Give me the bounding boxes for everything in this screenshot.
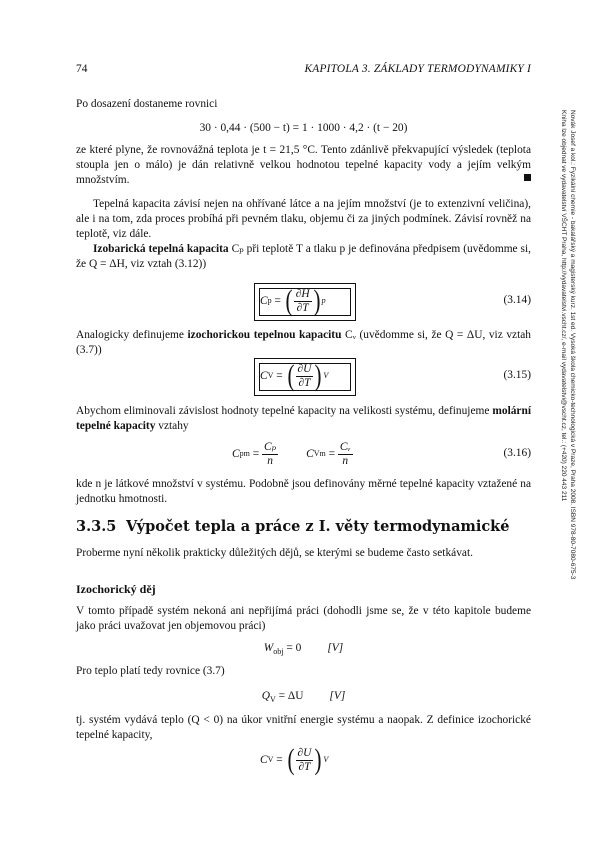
isobaric-rest: Cₚ při teplotě T a tlaku p je definována předpisem (uvědomme si, že Q = ΔH, viz vztah (3.12)) — [76, 243, 531, 270]
intro-text: Po dosazení dostaneme rovnici — [76, 98, 218, 110]
eq316-num1: Cₚ — [263, 440, 277, 453]
eq316-number: (3.16) — [503, 447, 531, 459]
isochoric-term: izochorickou tepelnou kapacitu — [187, 329, 342, 341]
heat-paragraph: Pro teplo platí tedy rovnice (3.7) — [76, 665, 225, 677]
wobj-lhs: W — [263, 642, 274, 654]
isochoric-pre: Analogicky definujeme — [76, 329, 188, 341]
section-intro: Proberme nyní několik prakticky důležitých dějů, se kterými se budeme často setkávat. — [76, 547, 473, 559]
qv-condition: [V] — [329, 690, 346, 702]
molar-term: molární tepelné kapacity — [76, 405, 531, 432]
eq316-den2: n — [338, 454, 353, 468]
qv-rhs: = ΔU — [275, 690, 304, 702]
wobj-condition: [V] — [327, 642, 344, 654]
eq314-numerator: ∂H — [295, 287, 310, 300]
subsection-heading: Izochorický děj — [76, 582, 156, 596]
equation-wobj — [76, 641, 531, 661]
after-316-paragraph: kde n je látkové množství v systému. Podobně jsou definovány měrné tepelné kapacity vztažené na jednotku hmotnosti. — [76, 478, 531, 505]
eqlast-numerator: ∂U — [297, 746, 312, 759]
equation-3-16: C pm = $\frac{\text{Cₚ}}{n}$ C Vm = $\frac{\text{Cᵥ}}{n}$ (3.16) — [232, 440, 531, 467]
section-title: Výpočet tepla a práce z I. věty termodynamické — [126, 518, 510, 535]
isobaric-term: Izobarická tepelná kapacita — [93, 243, 229, 255]
eq316-num2: Cᵥ — [339, 440, 351, 453]
eq315-lhs: C — [260, 369, 268, 382]
eq314-lhs: C — [260, 294, 268, 307]
end-of-example-mark — [524, 174, 531, 181]
equation-3-14: C p = ( $\frac{\partial H}{\partial T}$ ) p (3.14) — [260, 284, 531, 317]
eqlast-lhs: C — [260, 753, 268, 766]
isochoric-rest: Cᵥ (uvědomme si, že Q = ΔU, viz vztah (3.7)) — [76, 329, 531, 356]
equation-3-15: C V = ( $\frac{\partial U}{\partial T}$ ) V (3.15) — [260, 359, 531, 392]
final-paragraph: tj. systém vydává teplo (Q < 0) na úkor vnitřní energie systému a naopak. Z definice izochorické tepelné kapacity, — [76, 714, 531, 741]
isochoric-process-paragraph: V tomto případě systém nekoná ani nepřijímá práci (dohodli jsme se, že v této kapitole budeme jako práci uvažovat jen objemovou práci) — [76, 605, 531, 632]
wobj-sub: obj — [273, 647, 284, 656]
eq315-denominator: ∂T — [296, 376, 314, 390]
eqlast-denominator: ∂T — [296, 760, 314, 774]
page-header — [76, 62, 531, 78]
side-note-line-2: Kniha lze objednat ve vydavatelství VŠCHT Praha, http://vydavatelstvi.vscht.cz/, e-mail vydavatelstvi@vscht.cz, tel.: (+420) 220 443 211 — [560, 110, 567, 502]
qv-sub: V — [269, 695, 276, 704]
eq314-denominator: ∂T — [294, 301, 312, 315]
eq315-numerator: ∂U — [297, 362, 312, 375]
side-publication-note — [559, 110, 577, 579]
qv-lhs: Q — [261, 690, 270, 702]
wobj-rhs: = 0 — [283, 642, 302, 654]
result-text: ze které plyne, že rovnovážná teplota je t = 21,5 °C. Tento zdánlivě překvapující výsledek (teplota stoupla jen o málo) je dán relativně velkou hodnotou tepelné kapacity vody a jejím velkým množstvím. — [76, 144, 531, 186]
eq314-number: (3.14) — [503, 294, 531, 306]
equation-main-text: 30 · 0,44 · (500 − t) = 1 · 1000 · 4,2 · (t − 20) — [199, 122, 408, 134]
isochoric-paragraph — [76, 328, 531, 358]
eq315-number: (3.15) — [503, 369, 531, 381]
molar-pre: Abychom eliminovali závislost hodnoty tepelné kapacity na velikosti systému, definujeme — [76, 405, 493, 417]
side-note-line-1: Novák Josef a kol.: Fyzikální chemie - bakalářský a magisterský kurz. 1st ed. Vysoká škola chemicko-technologická v Praze, Praha 2008. ISBN 978-80-7080-675-3 — [569, 110, 576, 580]
isobaric-paragraph — [76, 242, 531, 272]
section-heading — [76, 519, 509, 534]
result-paragraph — [76, 143, 531, 188]
eq316-den1: n — [262, 454, 278, 468]
eq316-lhs2: C — [306, 447, 314, 460]
eq316-lhs1: C — [232, 447, 240, 460]
page-number: 74 — [76, 63, 88, 75]
equation-last: C V = ( $\frac{\partial U}{\partial T}$ ) V — [260, 743, 329, 776]
equation-main — [76, 121, 531, 141]
section-number: 3.3.5 — [76, 518, 117, 535]
molar-rest: vztahy — [155, 420, 189, 432]
molar-paragraph — [76, 404, 531, 434]
equation-qv — [76, 689, 531, 709]
heat-capacity-paragraph: Tepelná kapacita závisí nejen na ohřívané látce a na jejím množství (je to extenzivní veličina), ale i na tom, zda proces probíhá při pevném tlaku, objemu či za jiných podmínek. Závisí rovněž na teplotě, viz dále. — [76, 198, 531, 240]
chapter-title: KAPITOLA 3. ZÁKLADY TERMODYNAMIKY I — [304, 63, 531, 75]
